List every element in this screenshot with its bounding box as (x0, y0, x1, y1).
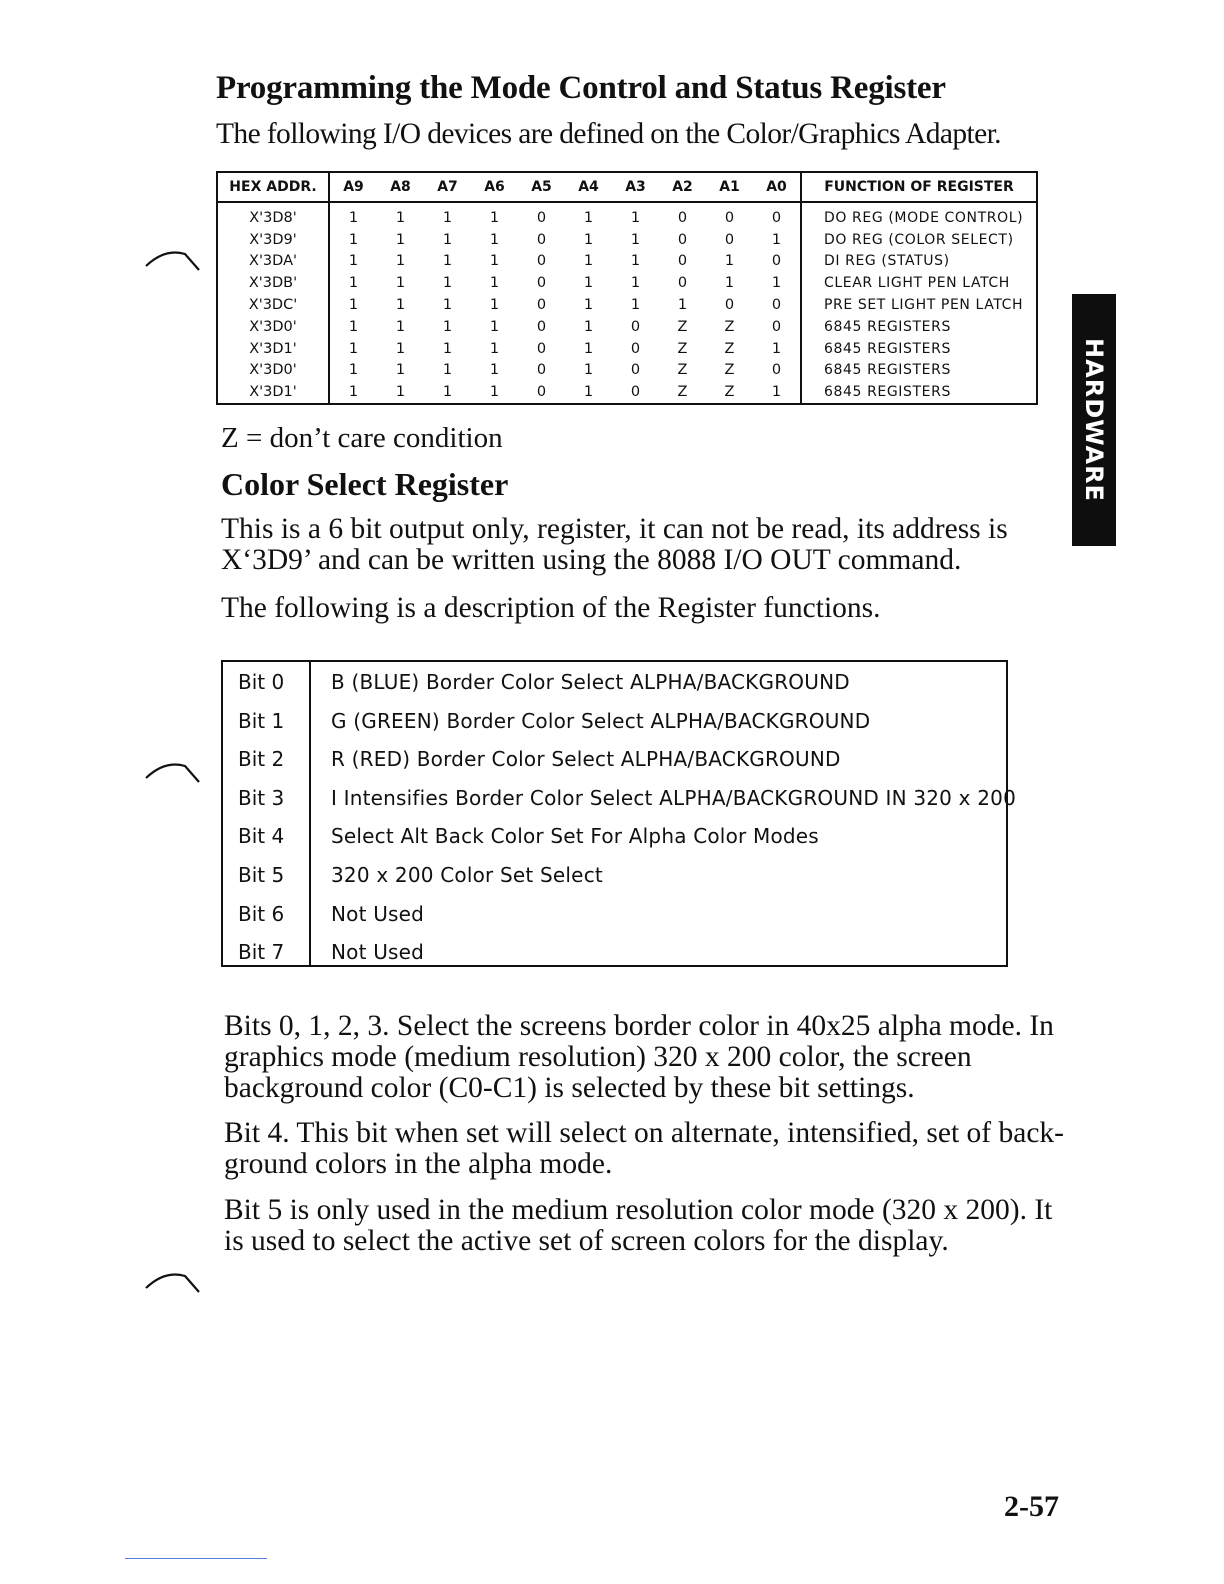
io-cell-bit: 1 (771, 231, 782, 248)
io-cell-bit: 1 (424, 381, 471, 404)
io-cell-bit: 1 (442, 231, 453, 248)
io-cell-function: 6845 REGISTERS (801, 338, 1037, 360)
io-cell-bit: 1 (771, 340, 782, 357)
io-cell-bit: 1 (348, 297, 359, 314)
io-cell-bit: 0 (677, 275, 688, 292)
bit-4-description: Bit 4. This bit when set will select on alternate, intensified, set of back-ground colors in the alpha mode. (224, 1117, 1065, 1180)
io-cell-bit: 0 (630, 318, 641, 335)
io-cell-hex-addr: X'3D8' (217, 202, 329, 229)
io-cell-hex-addr: X'3D1' (217, 381, 329, 404)
io-cell-bit: 1 (395, 318, 406, 335)
io-cell-bit: 1 (442, 340, 453, 357)
bit-description: I Intensifies Border Color Select ALPHA/BACKGROUND IN 320 x 200 (331, 785, 1017, 810)
io-cell-bit: 0 (771, 297, 782, 314)
io-cell-bit: 1 (583, 340, 594, 357)
bit-description: R (RED) Border Color Select ALPHA/BACKGROUND (331, 747, 841, 772)
bit-description: Select Alt Back Color Set For Alpha Color Modes (331, 824, 819, 849)
section-side-tab (1072, 294, 1116, 546)
side-tab-label: HARDWARE (1080, 338, 1108, 502)
io-cell-bit: 1 (489, 340, 500, 357)
io-cell-bit: 0 (677, 253, 688, 270)
io-cell-bit: 1 (489, 253, 500, 270)
io-cell-bit: 1 (771, 275, 782, 292)
io-cell-bit: 0 (536, 318, 547, 335)
io-cell-function: DO REG (COLOR SELECT) (801, 229, 1037, 251)
io-header-a6: A6 (471, 172, 518, 202)
io-cell-bit: 0 (677, 231, 688, 248)
io-cell-bit: 1 (677, 297, 688, 314)
bit-table-row (223, 778, 1017, 816)
io-header-a0: A0 (753, 172, 801, 202)
io-cell-bit: Z (724, 340, 735, 357)
page-number: 2-57 (1004, 1490, 1059, 1523)
io-cell-bit: 0 (536, 297, 547, 314)
bit-label: Bit 4 (238, 824, 285, 849)
bit-description: Not Used (331, 940, 425, 965)
io-cell-bit: 0 (536, 362, 547, 379)
io-cell-bit: Z (659, 381, 706, 404)
io-cell-bit: Z (677, 318, 688, 335)
io-cell-bit: 1 (442, 209, 453, 226)
io-cell-bit: 1 (442, 362, 453, 379)
io-cell-bit: 1 (442, 318, 453, 335)
io-cell-function: 6845 REGISTERS (801, 316, 1037, 338)
io-table-row (217, 294, 1037, 316)
io-cell-bit: 1 (489, 209, 500, 226)
io-cell-bit: 1 (489, 362, 500, 379)
intro-text: The following I/O devices are defined on the Color/Graphics Adapter. (216, 118, 1001, 150)
io-header-a2: A2 (659, 172, 706, 202)
bits-0-3-description: Bits 0, 1, 2, 3. Select the screens border color in 40x25 alpha mode. In graphics mode (medium resolution) 320 x 200 color, the screen background color (C0-C1) is selected by these bit settings. (224, 1010, 1054, 1104)
io-cell-hex-addr: X'3D0' (217, 316, 329, 338)
z-note: Z = don’t care condition (221, 422, 503, 454)
io-cell-bit: 0 (536, 275, 547, 292)
io-cell-function: PRE SET LIGHT PEN LATCH (801, 294, 1037, 316)
bit-label: Bit 2 (238, 747, 285, 772)
io-cell-bit: 0 (536, 209, 547, 226)
io-cell-bit: 1 (348, 209, 359, 226)
io-cell-bit: 1 (630, 231, 641, 248)
io-cell-bit: 0 (771, 318, 782, 335)
io-cell-bit: Z (724, 362, 735, 379)
bit-label: Bit 7 (238, 940, 285, 965)
io-cell-bit: 1 (583, 231, 594, 248)
io-cell-bit: 0 (630, 340, 641, 357)
io-header-function: FUNCTION OF REGISTER (801, 172, 1037, 202)
io-header-a5: A5 (518, 172, 565, 202)
bit-description: Not Used (331, 901, 425, 926)
io-table-row (217, 338, 1037, 360)
register-description: This is a 6 bit output only, register, it can not be read, its address is X‘3D9’ and can be written using the 8088 I/O OUT command. (221, 513, 1008, 576)
bit-table-row (223, 932, 1006, 970)
bit-table-row (223, 816, 1006, 854)
register-functions-intro: The following is a description of the Register functions. (221, 592, 881, 624)
io-cell-bit: 0 (630, 362, 641, 379)
color-select-bit-table (221, 660, 1017, 967)
io-table-row (217, 360, 1037, 382)
io-header-a4: A4 (565, 172, 612, 202)
binder-hole-mark-middle (143, 756, 201, 786)
io-cell-bit: 1 (395, 297, 406, 314)
io-cell-bit: 1 (377, 381, 424, 404)
io-cell-bit: 1 (395, 253, 406, 270)
io-cell-bit: Z (677, 362, 688, 379)
io-cell-bit: 1 (442, 253, 453, 270)
io-cell-bit: 1 (630, 253, 641, 270)
io-cell-bit: 1 (348, 231, 359, 248)
io-cell-bit: 1 (348, 275, 359, 292)
io-table-header-row (217, 172, 1037, 202)
io-header-hex-addr: HEX ADDR. (217, 172, 329, 202)
io-cell-bit: 1 (724, 253, 735, 270)
io-cell-bit: 1 (489, 318, 500, 335)
io-cell-function: CLEAR LIGHT PEN LATCH (801, 272, 1037, 294)
io-cell-bit: 1 (348, 253, 359, 270)
io-cell-bit: 1 (583, 362, 594, 379)
io-cell-bit: 1 (583, 318, 594, 335)
io-cell-bit: 1 (489, 297, 500, 314)
io-cell-function: 6845 REGISTERS (801, 360, 1037, 382)
bit-label: Bit 1 (238, 708, 285, 733)
io-cell-bit: 0 (771, 253, 782, 270)
io-cell-bit: 0 (724, 209, 735, 226)
io-cell-bit: 1 (395, 362, 406, 379)
io-cell-bit: 0 (536, 340, 547, 357)
io-cell-bit: 0 (536, 253, 547, 270)
io-table-row (217, 272, 1037, 294)
io-cell-bit: 1 (395, 209, 406, 226)
io-cell-bit: 0 (771, 209, 782, 226)
bit-label: Bit 6 (238, 901, 285, 926)
io-cell-bit: 1 (583, 297, 594, 314)
io-cell-hex-addr: X'3D0' (217, 360, 329, 382)
bit-description: 320 x 200 Color Set Select (331, 863, 603, 887)
io-table-row (217, 381, 1037, 404)
io-header-a9: A9 (329, 172, 377, 202)
bit-table-row (223, 662, 1006, 700)
io-cell-hex-addr: X'3DA' (217, 251, 329, 273)
io-table-row (217, 202, 1037, 229)
io-cell-bit: 1 (583, 253, 594, 270)
io-cell-bit: Z (677, 340, 688, 357)
io-cell-function: DI REG (STATUS) (801, 251, 1037, 273)
io-cell-bit: 0 (536, 231, 547, 248)
io-cell-bit: Z (706, 381, 753, 404)
io-cell-bit: 1 (348, 340, 359, 357)
io-cell-bit: 1 (724, 275, 735, 292)
binder-hole-mark-bottom (143, 1266, 201, 1296)
io-cell-hex-addr: X'3DC' (217, 294, 329, 316)
bit-label: Bit 5 (238, 863, 285, 887)
io-cell-bit: 1 (395, 231, 406, 248)
page-title: Programming the Mode Control and Status Register (216, 70, 946, 106)
io-cell-bit: 1 (630, 297, 641, 314)
bit-table-row (223, 739, 1006, 777)
io-address-table (216, 171, 1038, 405)
io-cell-bit: 1 (753, 381, 801, 404)
bit-label: Bit 0 (238, 670, 285, 694)
io-cell-bit: 0 (612, 381, 659, 404)
io-cell-bit: 1 (329, 381, 377, 404)
io-cell-bit: 1 (348, 362, 359, 379)
io-cell-bit: 1 (630, 209, 641, 226)
bit-label: Bit 3 (238, 785, 285, 810)
bit-description: G (GREEN) Border Color Select ALPHA/BACKGROUND (331, 708, 871, 733)
io-cell-bit: 0 (771, 362, 782, 379)
io-cell-bit: 1 (565, 381, 612, 404)
io-header-a3: A3 (612, 172, 659, 202)
io-table-row (217, 229, 1037, 251)
io-header-a8: A8 (377, 172, 424, 202)
binder-hole-mark-top (143, 244, 201, 274)
io-cell-function: 6845 REGISTERS (801, 381, 1037, 404)
io-table-row (217, 316, 1037, 338)
bit-table-row (223, 701, 1006, 739)
io-cell-bit: 1 (395, 340, 406, 357)
io-cell-hex-addr: X'3D1' (217, 338, 329, 360)
io-cell-function: DO REG (MODE CONTROL) (801, 202, 1037, 229)
io-cell-hex-addr: X'3D9' (217, 229, 329, 251)
section-title: Color Select Register (221, 466, 509, 502)
io-cell-bit: 1 (442, 297, 453, 314)
io-cell-bit: 0 (677, 209, 688, 226)
io-cell-bit: 0 (724, 231, 735, 248)
io-cell-bit: 1 (395, 275, 406, 292)
bit-description: B (BLUE) Border Color Select ALPHA/BACKGROUND (331, 670, 850, 694)
bit-table-row (223, 894, 1006, 932)
io-header-a1: A1 (706, 172, 753, 202)
io-cell-hex-addr: X'3DB' (217, 272, 329, 294)
io-cell-bit: 0 (518, 381, 565, 404)
io-cell-bit: 1 (583, 275, 594, 292)
bottom-rule (125, 1558, 267, 1559)
io-cell-bit: 1 (489, 231, 500, 248)
io-cell-bit: Z (724, 318, 735, 335)
bit-table-row (223, 855, 1006, 893)
io-cell-bit: 1 (583, 209, 594, 226)
io-cell-bit: 1 (442, 275, 453, 292)
io-cell-bit: 1 (630, 275, 641, 292)
io-cell-bit: 1 (489, 275, 500, 292)
io-cell-bit: 1 (471, 381, 518, 404)
io-header-a7: A7 (424, 172, 471, 202)
io-table-row (217, 251, 1037, 273)
io-cell-bit: 0 (724, 297, 735, 314)
bit-5-description: Bit 5 is only used in the medium resolution color mode (320 x 200). It is used to select the active set of screen colors for the display. (224, 1194, 1053, 1257)
io-cell-bit: 1 (348, 318, 359, 335)
